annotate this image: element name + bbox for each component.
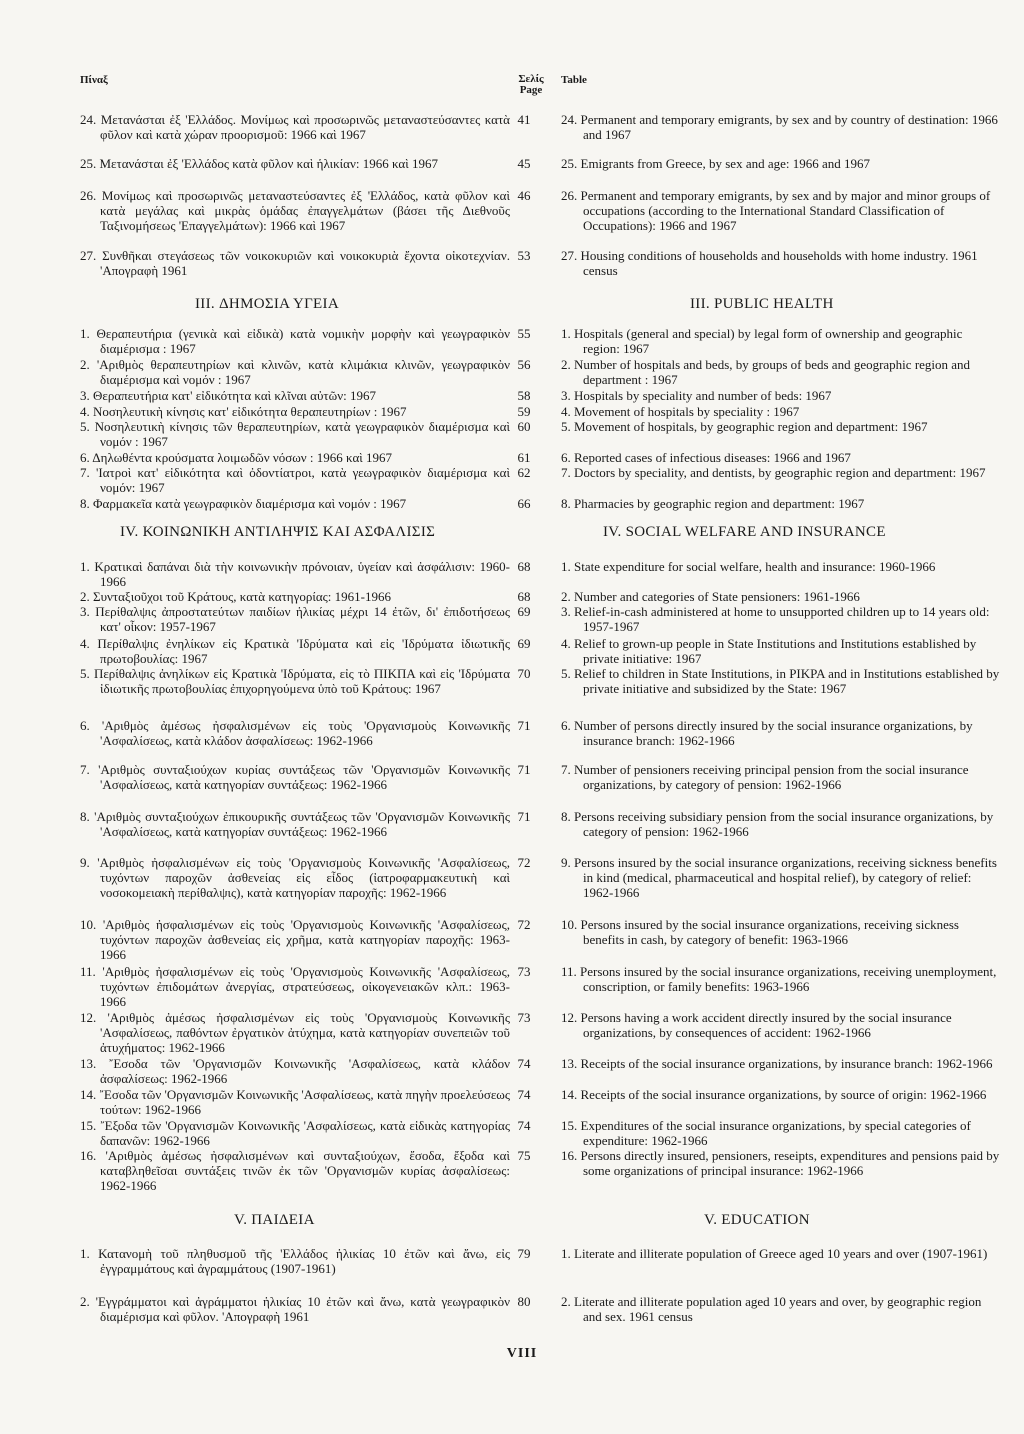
entry-page: 68 <box>517 559 531 574</box>
entry-page: 55 <box>517 326 531 341</box>
entry-page: 69 <box>517 636 531 651</box>
entry-title-gr: 8. Φαρμακεῖα κατὰ γεωγραφικὸν διαμέρισμα καὶ νομόν : 1967 <box>80 496 407 511</box>
entry-title-en: 10. Persons insured by the social insurance organizations, receiving sickness benefits in cash, by category of benefit: 1963-1966 <box>561 917 959 947</box>
entry-title-gr: 14. ῎Εσοδα τῶν 'Οργανισμῶν Κοινωνικῆς 'Ασφαλίσεως, κατὰ πηγὴν προελεύσεως τούτων: 1962-1966 <box>80 1087 510 1117</box>
entry-page: 41 <box>517 112 531 127</box>
entry-title-gr: 9. 'Αριθμὸς ἠσφαλισμένων εἰς τοὺς 'Οργανισμοὺς Κοινωνικῆς 'Ασφαλίσεως, τυχόντων παροχῶν ἀσθενείας εἰς εἶδος (ἰατροφαρμακευτικὴ καὶ νοσοκομειακὴ περίθαλψις), κατὰ κατηγορίαν παροχῆς: 1962-1966 <box>80 855 510 900</box>
entry-page: 53 <box>517 248 531 263</box>
entry-title-gr: 5. Νοσηλευτικὴ κίνησις τῶν θεραπευτηρίων, κατὰ γεωγραφικὸν διαμέρισμα καὶ νομόν : 1967 <box>80 419 510 449</box>
entry-page: 75 <box>517 1148 531 1163</box>
column-header-page <box>516 74 546 96</box>
entry-page: 66 <box>517 496 531 511</box>
entry-title-gr: 10. 'Αριθμὸς ἠσφαλισμένων εἰς τοὺς 'Οργανισμοὺς Κοινωνικῆς 'Ασφαλίσεως, τυχόντων παροχῶν ἀσθενείας εἰς χρῆμα, κατὰ κατηγορίαν παροχῆς: 1963-1966 <box>80 917 510 962</box>
entry-title-en: 7. Doctors by speciality, and dentists, by geographic region and department: 1967 <box>561 465 986 480</box>
page-number: VIII <box>506 1346 538 1361</box>
entry-title-gr: 3. Θεραπευτήρια κατ' εἰδικότητα καὶ κλῖναι αὐτῶν: 1967 <box>80 388 376 403</box>
entry-page: 60 <box>517 419 531 434</box>
section-title-en: V. EDUCATION <box>704 1212 810 1228</box>
entry-page: 71 <box>517 809 531 824</box>
entry-title-gr: 27. Συνθῆκαι στεγάσεως τῶν νοικοκυριῶν καὶ νοικοκυριὰ ἔχοντα οἰκοτεχνίαν. 'Απογραφὴ 1961 <box>80 248 510 278</box>
entry-title-gr: 26. Μονίμως καὶ προσωρινῶς μεταναστεύσαντες ἐξ 'Ελλάδος, κατὰ φῦλον καὶ κατὰ μεγάλας καὶ μικρὰς ὁμάδας ἐπαγγελμάτων (βάσει τῆς Διεθνοῦς Ταξινομήσεως 'Επαγγελμάτων): 1966 καὶ 1967 <box>80 188 510 233</box>
entry-title-gr: 1. Θεραπευτήρια (γενικὰ καὶ εἰδικὰ) κατὰ νομικὴν μορφὴν καὶ γεωγραφικὸν διαμέρισμα : 1967 <box>80 326 510 356</box>
entry-page: 72 <box>517 917 531 932</box>
entry-page: 61 <box>517 450 531 465</box>
column-header-page-en: Page <box>519 84 543 96</box>
entry-title-en: 27. Housing conditions of households and households with home industry. 1961 census <box>561 248 978 278</box>
entry-title-gr: 2. 'Αριθμὸς θεραπευτηρίων καὶ κλινῶν, κατὰ κλιμάκια κλινῶν, γεωγραφικὸν διαμέρισμα καὶ νομόν : 1967 <box>80 357 510 387</box>
entry-title-gr: 2. Συνταξιοῦχοι τοῦ Κράτους, κατὰ κατηγορίας: 1961-1966 <box>80 589 391 604</box>
entry-title-en: 24. Permanent and temporary emigrants, by sex and by country of destination: 1966 and 1967 <box>561 112 998 142</box>
entry-title-gr: 5. Περίθαλψις ἀνηλίκων εἰς Κρατικὰ 'Ιδρύματα, εἰς τὸ ΠΙΚΠΑ καὶ εἰς 'Ιδρύματα ἰδιωτικῆς πρωτοβουλίας ἐπιχορηγούμενα ὑπὸ τοῦ Κράτους: 1967 <box>80 666 510 696</box>
entry-title-en: 6. Reported cases of infectious diseases: 1966 and 1967 <box>561 450 851 465</box>
entry-title-gr: 13. ῎Εσοδα τῶν 'Οργανισμῶν Κοινωνικῆς 'Ασφαλίσεως, κατὰ κλάδον ἀσφαλίσεως: 1962-1966 <box>80 1056 510 1086</box>
entry-title-gr: 12. 'Αριθμὸς ἀμέσως ἠσφαλισμένων εἰς τοὺς 'Οργανισμοὺς Κοινωνικῆς 'Ασφαλίσεως, παθόντων ἐργατικὸν ἀτύχημα, κατὰ κατηγορίαν συνεπειῶν τοῦ ἀτυχήματος: 1962-1966 <box>80 1010 510 1055</box>
entry-title-gr: 8. 'Αριθμὸς συνταξιούχων ἐπικουρικῆς συντάξεως τῶν 'Οργανισμῶν Κοινωνικῆς 'Ασφαλίσεως, κατὰ κατηγορίαν συντάξεως: 1962-1966 <box>80 809 510 839</box>
section-title-en: IV. SOCIAL WELFARE AND INSURANCE <box>603 524 886 540</box>
entry-title-gr: 1. Κρατικαὶ δαπάναι διὰ τὴν κοινωνικὴν πρόνοιαν, ὑγείαν καὶ ἀσφάλισιν: 1960-1966 <box>80 559 510 589</box>
entry-page: 56 <box>517 357 531 372</box>
entry-page: 59 <box>517 404 531 419</box>
column-header-table-gr: Πίναξ <box>80 74 108 86</box>
entry-title-en: 2. Literate and illiterate population aged 10 years and over, by geographic region and sex. 1961 census <box>561 1294 982 1324</box>
entry-title-en: 8. Persons receiving subsidiary pension from the social insurance organizations, by category of pension: 1962-1966 <box>561 809 994 839</box>
entry-title-gr: 24. Μετανάσται ἐξ 'Ελλάδος. Μονίμως καὶ προσωρινῶς μεταναστεύσαντες κατὰ φῦλον καὶ κατὰ χώραν προορισμοῦ: 1966 καὶ 1967 <box>80 112 510 142</box>
entry-title-en: 3. Relief-in-cash administered at home to unsupported children up to 14 years old: 1957-1967 <box>561 604 990 634</box>
entry-title-gr: 7. 'Ιατροὶ κατ' εἰδικότητα καὶ ὀδοντίατροι, κατὰ γεωγραφικὸν διαμέρισμα καὶ νομόν: 1967 <box>80 465 510 495</box>
entry-title-en: 15. Expenditures of the social insurance organizations, by special categories of expenditure: 1962-1966 <box>561 1118 971 1148</box>
entry-title-gr: 4. Νοσηλευτικὴ κίνησις κατ' εἰδικότητα θεραπευτηρίων : 1967 <box>80 404 407 419</box>
entry-page: 72 <box>517 855 531 870</box>
entry-title-en: 9. Persons insured by the social insurance organizations, receiving sickness benefits in kind (medical, pharmaceutical and hospital relief), by category of relief: 1962-1966 <box>561 855 997 900</box>
entry-page: 74 <box>517 1056 531 1071</box>
entry-title-gr: 6. 'Αριθμὸς ἀμέσως ἠσφαλισμένων εἰς τοὺς 'Οργανισμοὺς Κοινωνικῆς 'Ασφαλίσεως, κατὰ κλάδον ἀσφαλίσεως: 1962-1966 <box>80 718 510 748</box>
entry-title-en: 8. Pharmacies by geographic region and department: 1967 <box>561 496 865 511</box>
entry-title-en: 13. Receipts of the social insurance organizations, by insurance branch: 1962-1966 <box>561 1056 993 1071</box>
entry-title-en: 11. Persons insured by the social insurance organizations, receiving unemployment, conscription, or family benefits: 1963-1966 <box>561 964 997 994</box>
entry-title-gr: 7. 'Αριθμὸς συνταξιούχων κυρίας συντάξεως τῶν 'Οργανισμῶν Κοινωνικῆς 'Ασφαλίσεως, κατὰ κατηγορίαν συντάξεως: 1962-1966 <box>80 762 510 792</box>
entry-title-gr: 3. Περίθαλψις ἀπροστατεύτων παιδίων ἡλικίας μέχρι 14 ἐτῶν, δι' ἐπιδοτήσεως κατ' οἶκον: 1957-1967 <box>80 604 510 634</box>
entry-title-gr: 15. ῎Εξοδα τῶν 'Οργανισμῶν Κοινωνικῆς 'Ασφαλίσεως, κατὰ εἰδικὰς κατηγορίας δαπανῶν: 1962-1966 <box>80 1118 510 1148</box>
entry-title-en: 5. Relief to children in State Institutions, in PIKPA and in Institutions established by private initiative and subsidized by the State: 1967 <box>561 666 1000 696</box>
entry-title-en: 7. Number of pensioners receiving principal pension from the social insurance organizations, by category of pension: 1962-1966 <box>561 762 969 792</box>
entry-page: 69 <box>517 604 531 619</box>
entry-title-gr: 2. 'Εγγράμματοι καὶ ἀγράμματοι ἡλικίας 10 ἐτῶν καὶ ἄνω, κατὰ γεωγραφικὸν διαμέρισμα καὶ φῦλον. 'Απογραφὴ 1961 <box>80 1294 510 1324</box>
entry-page: 58 <box>517 388 531 403</box>
section-title-gr: III. ΔΗΜΟΣΙΑ ΥΓΕΙΑ <box>195 296 339 312</box>
entry-title-en: 2. Number of hospitals and beds, by groups of beds and geographic region and department : 1967 <box>561 357 971 387</box>
entry-title-en: 5. Movement of hospitals, by geographic region and department: 1967 <box>561 419 928 434</box>
entry-page: 74 <box>517 1087 531 1102</box>
entry-title-en: 12. Persons having a work accident directly insured by the social insurance organizations, by consequences of accident: 1962-1966 <box>561 1010 952 1040</box>
entry-page: 80 <box>517 1294 531 1309</box>
entry-title-en: 3. Hospitals by speciality and number of beds: 1967 <box>561 388 832 403</box>
entry-title-en: 1. State expenditure for social welfare, health and insurance: 1960-1966 <box>561 559 936 574</box>
entry-title-gr: 4. Περίθαλψις ἐνηλίκων εἰς Κρατικὰ 'Ιδρύματα καὶ εἰς 'Ιδρύματα ἰδιωτικῆς πρωτοβουλίας: 1967 <box>80 636 510 666</box>
entry-title-gr: 1. Κατανομὴ τοῦ πληθυσμοῦ τῆς 'Ελλάδος ἡλικίας 10 ἐτῶν καὶ ἄνω, εἰς ἐγγραμμάτους καὶ ἀγραμμάτους (1907-1961) <box>80 1246 510 1276</box>
column-header-page-gr: Σελίς <box>518 73 544 85</box>
entry-page: 62 <box>517 465 531 480</box>
section-title-en: III. PUBLIC HEALTH <box>690 296 834 312</box>
entry-page: 79 <box>517 1246 531 1261</box>
entry-page: 45 <box>517 156 531 171</box>
entry-title-en: 14. Receipts of the social insurance organizations, by source of origin: 1962-1966 <box>561 1087 987 1102</box>
entry-title-en: 2. Number and categories of State pensioners: 1961-1966 <box>561 589 860 604</box>
entry-title-en: 1. Literate and illiterate population of Greece aged 10 years and over (1907-1961) <box>561 1246 988 1261</box>
entry-title-en: 4. Movement of hospitals by speciality : 1967 <box>561 404 800 419</box>
entry-title-gr: 11. 'Αριθμὸς ἠσφαλισμένων εἰς τοὺς 'Οργανισμοὺς Κοινωνικῆς 'Ασφαλίσεως, τυχόντων ἐπιδομάτων ἀνεργίας, στρατεύσεως, οἰκογενειακῶν κλπ.: 1963-1966 <box>80 964 510 1009</box>
section-title-gr: IV. ΚΟΙΝΩΝΙΚΗ ΑΝΤΙΛΗΨΙΣ ΚΑΙ ΑΣΦΑΛΙΣΙΣ <box>120 524 436 540</box>
section-title-gr: V. ΠΑΙΔΕΙΑ <box>234 1212 315 1228</box>
entry-page: 68 <box>517 589 531 604</box>
entry-title-en: 6. Number of persons directly insured by the social insurance organizations, by insurance branch: 1962-1966 <box>561 718 973 748</box>
entry-title-en: 16. Persons directly insured, pensioners, reseipts, expenditures and pensions paid by some organizations of principal insurance: 1962-1966 <box>561 1148 1000 1178</box>
entry-title-en: 25. Emigrants from Greece, by sex and age: 1966 and 1967 <box>561 156 871 171</box>
column-header-table-en: Table <box>561 74 587 86</box>
entry-title-en: 1. Hospitals (general and special) by legal form of ownership and geographic region: 1967 <box>561 326 963 356</box>
entry-page: 71 <box>517 718 531 733</box>
entry-title-gr: 25. Μετανάσται ἐξ 'Ελλάδος κατὰ φῦλον καὶ ἡλικίαν: 1966 καὶ 1967 <box>80 156 438 171</box>
entry-page: 73 <box>517 964 531 979</box>
entry-page: 46 <box>517 188 531 203</box>
entry-page: 74 <box>517 1118 531 1133</box>
entry-page: 71 <box>517 762 531 777</box>
entry-title-gr: 6. Δηλωθέντα κρούσματα λοιμωδῶν νόσων : 1966 καὶ 1967 <box>80 450 393 465</box>
entry-page: 73 <box>517 1010 531 1025</box>
entry-title-en: 4. Relief to grown-up people in State Institutions and Institutions established by private initiative: 1967 <box>561 636 977 666</box>
entry-page: 70 <box>517 666 531 681</box>
entry-title-gr: 16. 'Αριθμὸς ἀμέσως ἠσφαλισμένων καὶ συνταξιούχων, ἔσοδα, ἔξοδα καὶ καταβληθεῖσαι συντάξεις τινῶν ἐκ τῶν 'Οργανισμῶν κυρίας ἀσφαλίσεως: 1962-1966 <box>80 1148 510 1193</box>
entry-title-en: 26. Permanent and temporary emigrants, by sex and by major and minor groups of occupations (according to the International Standard Classification of Occupations): 1966 and 1967 <box>561 188 991 233</box>
